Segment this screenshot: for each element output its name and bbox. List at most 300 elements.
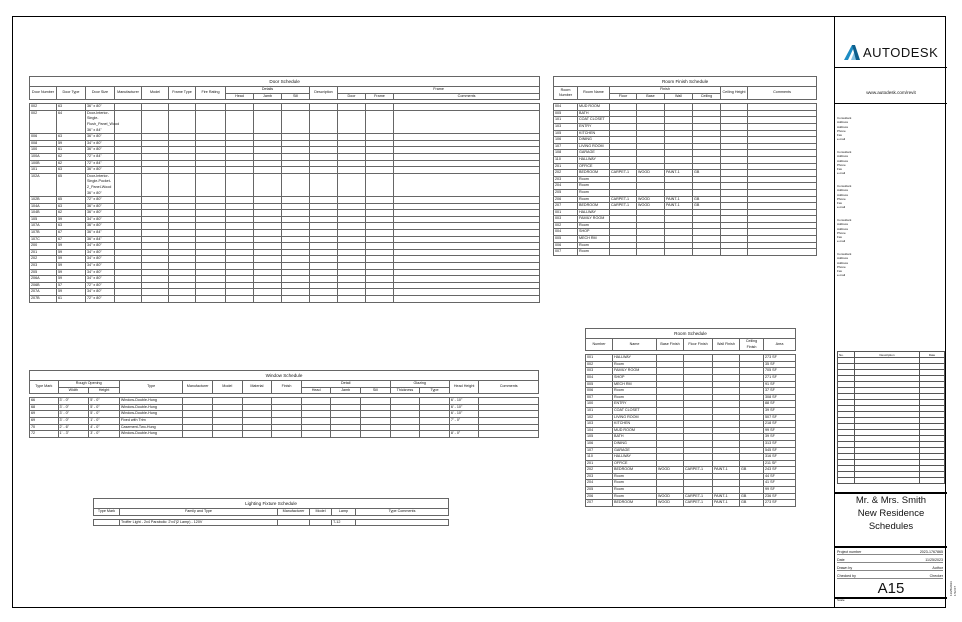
table-cell: HALLWAY — [578, 156, 610, 163]
table-cell — [142, 167, 169, 174]
table-cell — [721, 176, 748, 183]
table-cell — [310, 197, 338, 204]
table-cell: Room — [613, 493, 657, 500]
table-row — [586, 388, 796, 395]
table-cell — [142, 243, 169, 250]
table-cell: 63 — [57, 104, 86, 111]
table-cell: 106 — [586, 440, 613, 447]
table-cell: 34" x 80" — [86, 263, 115, 270]
table-cell: CARPET-1 — [610, 203, 637, 210]
consultant-block-3: Consultant Address Address Phone Fax e-mail — [837, 184, 852, 210]
table-cell — [115, 167, 142, 174]
table-cell — [142, 256, 169, 263]
table-cell — [310, 236, 338, 243]
table-cell: 59 — [57, 249, 86, 256]
table-cell — [693, 104, 721, 111]
website-section — [835, 68, 947, 104]
table-cell — [196, 167, 226, 174]
rev-header-date: Date — [920, 352, 945, 358]
table-cell — [361, 398, 391, 405]
table-cell — [748, 216, 817, 223]
table-row — [586, 467, 796, 474]
table-cell — [310, 256, 338, 263]
table-cell: KITCHEN — [578, 130, 610, 137]
table-cell — [748, 163, 817, 170]
table-cell — [310, 147, 338, 154]
table-cell — [366, 147, 394, 154]
table-cell: SHOP — [613, 374, 657, 381]
table-cell — [637, 242, 665, 249]
table-cell — [226, 140, 254, 147]
table-cell: Room — [578, 242, 610, 249]
door-schedule-title: Door Schedule — [30, 77, 540, 87]
table-cell — [721, 196, 748, 203]
table-cell — [310, 140, 338, 147]
brand-name: AUTODESK — [863, 45, 939, 60]
table-cell — [394, 210, 540, 217]
table-cell — [740, 454, 764, 461]
table-cell — [115, 289, 142, 296]
table-cell — [684, 401, 713, 408]
table-cell: BATH — [578, 110, 610, 117]
table-cell — [637, 236, 665, 243]
table-cell — [713, 447, 740, 454]
table-cell: 207 — [586, 500, 613, 507]
table-cell: 107 — [554, 143, 578, 150]
table-cell — [282, 243, 310, 250]
table-cell: HALLWAY — [613, 454, 657, 461]
table-cell — [748, 130, 817, 137]
table-cell: 59 — [57, 263, 86, 270]
table-cell — [310, 230, 338, 237]
table-cell — [657, 374, 684, 381]
table-row — [554, 130, 817, 137]
table-cell — [366, 173, 394, 196]
table-cell — [310, 223, 338, 230]
table-cell — [390, 411, 420, 418]
table-cell — [665, 242, 693, 249]
table-cell — [282, 140, 310, 147]
table-cell — [361, 404, 391, 411]
table-cell — [272, 424, 302, 431]
table-cell — [169, 289, 196, 296]
table-cell — [665, 104, 693, 111]
table-cell — [684, 374, 713, 381]
table-cell — [196, 276, 226, 283]
consultant-block-2: Consultant Address Address Phone Fax e-mail — [837, 150, 852, 176]
table-cell — [338, 197, 366, 204]
table-cell: Room — [613, 480, 657, 487]
table-cell — [196, 223, 226, 230]
table-cell: 59 — [57, 289, 86, 296]
table-cell — [693, 130, 721, 137]
table-cell — [721, 110, 748, 117]
table-cell: 110 — [586, 454, 613, 461]
table-cell: OFFICE — [578, 163, 610, 170]
table-cell: 5' - 0" — [89, 411, 120, 418]
table-cell — [366, 230, 394, 237]
owner-name: Mr. & Mrs. Smith — [855, 495, 927, 506]
table-cell: COAT CLOSET — [578, 117, 610, 124]
table-cell: Room — [613, 487, 657, 494]
table-row — [30, 173, 540, 196]
table-cell — [693, 156, 721, 163]
table-cell: 36" x 80" — [86, 134, 115, 141]
table-cell: 206 — [586, 493, 613, 500]
table-cell: PAINT-1 — [665, 196, 693, 203]
table-cell: GARAGE — [578, 150, 610, 157]
table-cell — [740, 414, 764, 421]
table-cell — [226, 167, 254, 174]
table-cell — [665, 189, 693, 196]
table-cell — [196, 289, 226, 296]
autodesk-mark-icon — [844, 44, 860, 61]
table-cell: 1' - 0" — [89, 417, 120, 424]
table-cell: FAMILY ROOM — [578, 216, 610, 223]
table-row — [554, 229, 817, 236]
drawn-by-value: Author — [932, 566, 943, 570]
table-cell — [310, 216, 338, 223]
table-row — [586, 447, 796, 454]
table-cell — [331, 398, 361, 405]
table-cell — [338, 203, 366, 210]
table-row — [30, 104, 540, 111]
table-cell: OFFICE — [613, 460, 657, 467]
table-cell — [196, 110, 226, 133]
table-cell — [254, 210, 282, 217]
table-cell — [610, 176, 637, 183]
table-cell — [142, 296, 169, 303]
table-cell: Room — [613, 394, 657, 401]
table-row — [586, 407, 796, 414]
title-block — [834, 16, 957, 608]
table-cell: 545 SF — [764, 447, 796, 454]
table-cell — [479, 417, 539, 424]
table-cell — [721, 203, 748, 210]
table-cell — [282, 230, 310, 237]
table-cell: 102B — [30, 197, 57, 204]
table-row — [586, 361, 796, 368]
table-cell: 91 SF — [764, 381, 796, 388]
table-cell — [740, 394, 764, 401]
table-cell — [637, 229, 665, 236]
table-cell — [721, 236, 748, 243]
table-cell: 36" x 84" — [86, 230, 115, 237]
table-cell: BEDROOM — [578, 203, 610, 210]
table-cell — [693, 163, 721, 170]
table-cell — [115, 230, 142, 237]
table-cell: 72" x 80" — [86, 282, 115, 289]
table-cell — [657, 447, 684, 454]
table-cell — [420, 404, 450, 411]
table-cell — [479, 398, 539, 405]
table-cell — [740, 355, 764, 362]
table-row — [554, 170, 817, 177]
table-cell — [748, 229, 817, 236]
table-cell — [637, 143, 665, 150]
table-row — [554, 117, 817, 124]
table-cell — [394, 104, 540, 111]
table-row — [586, 414, 796, 421]
table-cell: GB — [740, 467, 764, 474]
checked-by-row: Checked by Checker — [837, 570, 943, 579]
table-cell — [310, 269, 338, 276]
table-cell — [693, 242, 721, 249]
table-cell — [115, 203, 142, 210]
table-cell — [665, 110, 693, 117]
table-cell — [366, 282, 394, 289]
table-cell: Room — [578, 249, 610, 256]
table-cell — [183, 431, 213, 438]
table-cell — [254, 197, 282, 204]
table-cell — [196, 104, 226, 111]
table-cell — [713, 460, 740, 467]
table-cell — [713, 368, 740, 375]
table-cell: 313 SF — [764, 440, 796, 447]
table-cell — [366, 243, 394, 250]
table-cell — [693, 229, 721, 236]
table-cell — [657, 434, 684, 441]
table-cell — [242, 431, 272, 438]
table-cell — [713, 407, 740, 414]
table-cell — [226, 276, 254, 283]
table-cell — [637, 156, 665, 163]
table-row — [30, 249, 540, 256]
table-cell: 205 — [586, 487, 613, 494]
table-cell — [338, 147, 366, 154]
table-row — [30, 289, 540, 296]
table-cell: GB — [693, 170, 721, 177]
table-cell: 108 — [554, 150, 578, 157]
table-row — [554, 104, 817, 111]
table-cell — [684, 368, 713, 375]
table-cell — [282, 160, 310, 167]
table-cell — [115, 236, 142, 243]
table-cell: LIVING ROOM — [578, 143, 610, 150]
table-cell — [610, 183, 637, 190]
table-cell — [721, 143, 748, 150]
table-cell: 202 — [554, 170, 578, 177]
table-row — [30, 230, 540, 237]
table-row — [554, 183, 817, 190]
table-cell — [142, 269, 169, 276]
table-cell — [740, 447, 764, 454]
table-cell — [684, 427, 713, 434]
table-cell: 5' - 0" — [89, 404, 120, 411]
table-cell: ENTRY — [578, 123, 610, 130]
table-cell — [115, 210, 142, 217]
vertical-timestamp: 11/25/2023 1:52:07 — [949, 581, 957, 596]
room-finish-schedule-title: Room Finish Schedule — [554, 77, 817, 87]
table-cell — [331, 411, 361, 418]
table-cell: 65 — [57, 173, 86, 196]
table-cell: 63 — [57, 134, 86, 141]
table-cell — [310, 243, 338, 250]
table-cell — [272, 398, 302, 405]
table-cell: Room — [578, 176, 610, 183]
table-cell — [242, 417, 272, 424]
table-cell — [310, 263, 338, 270]
table-cell: PAINT-1 — [665, 203, 693, 210]
table-cell: BEDROOM — [613, 500, 657, 507]
table-cell — [226, 243, 254, 250]
table-cell: 002 — [586, 361, 613, 368]
table-cell — [212, 404, 242, 411]
table-cell — [394, 282, 540, 289]
table-cell — [226, 147, 254, 154]
table-cell — [226, 282, 254, 289]
table-cell: 007 — [554, 249, 578, 256]
table-cell: 204 — [586, 480, 613, 487]
table-row — [30, 269, 540, 276]
consultant-block-1: Consultant Address Address Phone Fax e-mail — [837, 116, 852, 142]
table-row — [30, 203, 540, 210]
table-cell — [169, 216, 196, 223]
table-cell — [254, 263, 282, 270]
table-cell — [394, 110, 540, 133]
table-cell — [740, 421, 764, 428]
table-cell: 003 — [586, 368, 613, 375]
table-cell — [713, 440, 740, 447]
table-cell — [610, 242, 637, 249]
room-schedule: Room Schedule Number Name Base Finish Floor Finish Wall Finish Ceiling Finish Area 001 HALLWAY 273 SF 002 Room 35 SF 003 FAMILY ROOM 705 SF 004 SHOP 271 SF 005 MECH RM 91 SF 006 Room 37 SF 007 Room 308 SF 100 ENTRY 88 SF 101 COAT CLOSET 39 SF 102 LIVING ROOM 507 SF 103 KITCHEN 218 SF 104 MUD ROOM 99 SF 105 BATH 39 SF 106 DINING 313 SF 107 GARAGE 545 SF 110 HALLWAY 316 SF 201 OFFICE 211 SF 202 BEDROOM WOOD CARPET-1 PAINT-1 GB 243 SF 203 Room 44 SF 204 Room 41 SF 205 Room 99 SF 206 Room WOOD CARPET-1 PAINT-1 GB 236 SF 207 BEDROOM WOOD CARPET-1 PAINT-1 GB 273 SF — [585, 328, 796, 507]
table-row — [586, 381, 796, 388]
date-value: 11/25/2023 — [925, 558, 943, 562]
table-cell: 100 — [30, 147, 57, 154]
table-cell — [331, 431, 361, 438]
table-cell — [282, 134, 310, 141]
table-cell: PAINT-1 — [665, 170, 693, 177]
table-cell — [721, 209, 748, 216]
table-cell — [394, 249, 540, 256]
table-cell: Room — [613, 388, 657, 395]
table-cell — [637, 216, 665, 223]
table-cell — [366, 134, 394, 141]
table-cell: 105 — [554, 130, 578, 137]
table-cell: 103 — [586, 421, 613, 428]
table-cell — [254, 173, 282, 196]
table-cell: PAINT-1 — [713, 493, 740, 500]
table-row — [30, 424, 539, 431]
table-cell: 62 — [57, 160, 86, 167]
table-cell: 59 — [57, 276, 86, 283]
table-cell — [226, 230, 254, 237]
table-cell — [282, 210, 310, 217]
table-row — [586, 500, 796, 507]
table-cell: 243 SF — [764, 467, 796, 474]
table-cell — [226, 296, 254, 303]
table-cell — [665, 156, 693, 163]
table-cell — [282, 256, 310, 263]
table-cell — [196, 140, 226, 147]
table-cell — [169, 249, 196, 256]
table-cell — [479, 431, 539, 438]
table-cell — [366, 210, 394, 217]
table-cell — [713, 388, 740, 395]
table-cell — [115, 263, 142, 270]
table-cell — [748, 242, 817, 249]
table-cell — [142, 197, 169, 204]
table-cell — [196, 263, 226, 270]
table-cell — [115, 216, 142, 223]
table-cell: 3' - 0" — [58, 417, 89, 424]
table-row — [94, 519, 449, 526]
table-cell — [142, 203, 169, 210]
table-cell: 67 — [57, 236, 86, 243]
table-cell — [282, 153, 310, 160]
table-cell: PAINT-1 — [713, 500, 740, 507]
table-cell: 36" x 80" — [86, 210, 115, 217]
table-row — [554, 163, 817, 170]
table-cell: Door-Interior-Single-Pocket-2_Panel-Wood 36" x 80" — [86, 173, 115, 196]
table-cell: 002 — [554, 222, 578, 229]
table-cell — [479, 404, 539, 411]
table-cell — [394, 216, 540, 223]
table-cell — [390, 398, 420, 405]
table-cell — [226, 153, 254, 160]
table-cell — [361, 431, 391, 438]
table-cell: 62 — [57, 210, 86, 217]
table-cell — [657, 368, 684, 375]
table-cell — [693, 236, 721, 243]
table-cell — [338, 230, 366, 237]
table-cell: 4' - 0" — [89, 424, 120, 431]
table-cell — [684, 440, 713, 447]
checked-by-value: Checker — [929, 574, 943, 578]
table-cell — [338, 223, 366, 230]
table-cell — [282, 269, 310, 276]
table-cell: 36" x 80" — [86, 104, 115, 111]
table-row — [30, 197, 540, 204]
table-cell: 59 — [57, 243, 86, 250]
table-cell — [338, 249, 366, 256]
table-cell: 006 — [30, 134, 57, 141]
table-cell — [657, 460, 684, 467]
table-cell — [748, 150, 817, 157]
table-cell — [196, 153, 226, 160]
table-cell — [115, 223, 142, 230]
table-cell — [665, 163, 693, 170]
table-cell — [338, 167, 366, 174]
table-cell — [657, 440, 684, 447]
table-cell — [665, 249, 693, 256]
table-cell — [310, 134, 338, 141]
table-cell — [748, 123, 817, 130]
table-cell: 100 — [586, 401, 613, 408]
table-cell — [254, 289, 282, 296]
table-cell — [301, 424, 331, 431]
table-cell — [637, 249, 665, 256]
table-row — [586, 454, 796, 461]
table-cell — [684, 407, 713, 414]
table-cell — [657, 414, 684, 421]
table-cell — [693, 123, 721, 130]
table-cell: GB — [693, 196, 721, 203]
table-cell — [142, 110, 169, 133]
table-cell — [183, 398, 213, 405]
consultant-block-4: Consultant Address Address Phone Fax e-mail — [837, 218, 852, 244]
table-cell — [665, 117, 693, 124]
table-cell: 100B — [30, 160, 57, 167]
website-text: www.autodesk.com/revit — [866, 90, 916, 95]
table-cell — [142, 249, 169, 256]
room-finish-schedule: Room Finish Schedule Room Number Room Name Finish Ceiling Height Comments Floor Base Wall Ceiling 004 MUD ROOM 005 BATH 101 COAT CLOSET 103 ENTRY 105 KITCHEN 106 DINING 107 LIVING ROOM 108 GARAGE 110 HALLWAY 201 OFFICE 202 BEDROOM CARPET-1 WOOD PAINT-1 GB 203 Room 204 Room 205 Room 206 Room CARPET-1 WOOD PAINT-1 GB 207 BEDROOM CARPET-1 WOOD PAINT-1 GB 001 HALLWAY 003 FAMILY ROOM 002 Room 004 SHOP 005 MECH RM 006 Room 007 Room — [553, 76, 817, 256]
room-schedule-title: Room Schedule — [586, 329, 796, 339]
table-cell: BATH — [613, 434, 657, 441]
table-cell: 206A — [30, 276, 57, 283]
table-cell — [183, 424, 213, 431]
table-cell: 006 — [554, 242, 578, 249]
